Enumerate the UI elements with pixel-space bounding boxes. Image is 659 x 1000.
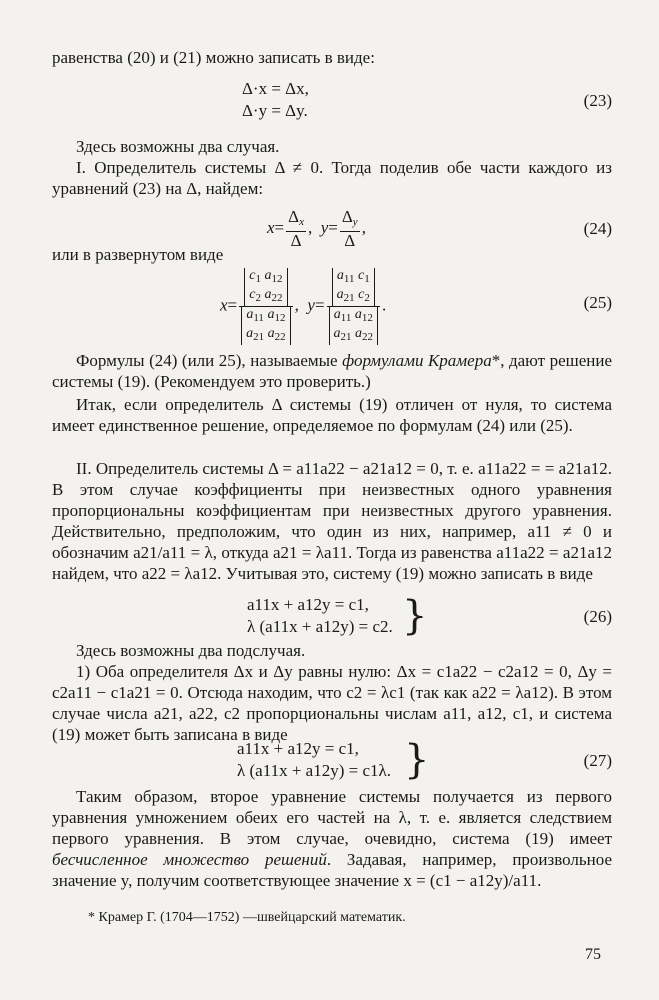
equation-number-25: (25) — [583, 293, 612, 312]
formula-25-visual: x= $c_1$ $a_{12}$ $c_2$ $a_{22}$ $a_{11}$ $a_{12}$ $a_{21}$ $a_{22}$ , y= $a_{11}$ $c_1$ $a_{21}$ $c_2$ $a_{11}$ $a_{12}$ $a_{21}$ $a_{22}$ . — [220, 268, 387, 343]
equation-27-line-1: a11x + a12y = c1, — [237, 739, 359, 758]
equation-number-26: (26) — [583, 607, 612, 626]
equation-number-24: (24) — [583, 219, 612, 238]
equation-26 — [52, 594, 612, 638]
equation-26-line-2: λ (a11x + a12y) = c2. — [247, 617, 393, 636]
right-brace: } — [402, 593, 428, 639]
equation-number-27: (27) — [583, 751, 612, 770]
text-line: Здесь возможны два случая. — [76, 137, 280, 156]
equation-23-line-2: Δ·y = Δy. — [242, 101, 308, 120]
paragraph-case-1: I. Определитель системы Δ ≠ 0. Тогда поделив обе части каждого из уравнений (23) на Δ, найдем: — [52, 158, 612, 198]
equation-27 — [52, 738, 612, 782]
right-brace: } — [404, 737, 430, 783]
formula-24-visual: x= $\frac{\Delta_x}{\Delta}$ , y= $\frac{\Delta_y}{\Delta}$ , — [267, 207, 366, 250]
equation-23-line-1: Δ·x = Δx, (23) — [242, 79, 612, 110]
text-line: равенства (20) и (21) можно записать в виде: — [52, 48, 375, 67]
equation-24 — [52, 207, 612, 250]
text-line: или в развернутом виде — [52, 245, 224, 264]
equation-26-line-1: a11x + a12y = c1, — [247, 595, 369, 614]
equation-number-23: (23) — [583, 91, 612, 110]
paragraph-subcase-1: 1) Оба определителя Δx и Δy равны нулю: Δx = c1a22 − c2a12 = 0, Δy = c2a11 − c1a21 = 0. Отсюда находим, что c2 = λc1 (так как a22 = λa12). В этом случае числа a21, a22, c2 пропорциональны числам a11, a12, c1, и система (19) может быть записана в виде — [52, 662, 612, 744]
term-kramer-formulas: формулами Крамера — [342, 351, 492, 370]
equation-25 — [52, 268, 612, 343]
text-line: Здесь возможны два подслучая. — [76, 641, 306, 660]
paragraph-itak: Итак, если определитель Δ системы (19) отличен от нуля, то система имеет единственное решение, определяемое по формулам (24) или (25). — [52, 395, 612, 435]
paragraph-case-2: II. Определитель системы Δ = a11a22 − a21a12 = 0, т. е. a11a22 = = a21a12. В этом случае коэффициенты при неизвестных одного уравнения пропорциональны коэффициентам при неизвестных другого уравнения. Действительно, предположим, что один из них, например, a11 ≠ 0 и обозначим a21/a11 = λ, откуда a21 = λa11. Тогда из равенства a11a22 = a21a12 найдем, что a22 = λa12. Учитывая это, систему (19) можно записать в виде — [52, 459, 612, 583]
paragraph-takim: Таким образом, второе уравнение системы получается из первого уравнения умножением обеих его частей на λ, т. е. является следствием первого уравнения. В этом случае, очевидно, система (19) имеет бесчисленное множество решений. Задавая, например, произвольное значение y, получим соответствующее значение x = (c1 − a12y)/a11. — [52, 787, 613, 890]
equation-27-line-2: λ (a11x + a12y) = c1λ. — [237, 761, 391, 780]
term-infinite-solutions: бесчисленное множество решений — [52, 850, 327, 869]
footnote: * Крамер Г. (1704—1752) —швейцарский математик. — [88, 910, 406, 925]
page-number: 75 — [585, 946, 601, 963]
paragraph-kramer: Формулы (24) (или 25), называемые формулами Крамера*, дают решение системы (19). (Рекомендуем это проверить.) — [52, 351, 613, 391]
